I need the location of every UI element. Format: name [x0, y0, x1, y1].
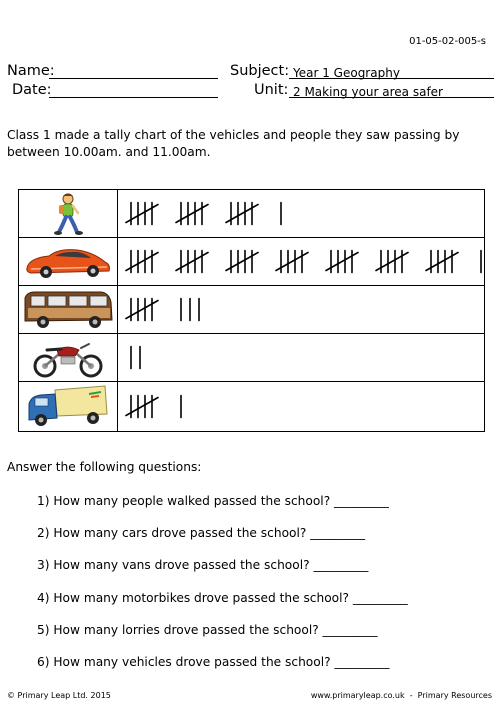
question-5: 5) How many lorries drove passed the school? _________	[37, 623, 378, 637]
unit-label: Unit:	[254, 82, 289, 98]
question-6: 6) How many vehicles drove passed the school? _________	[37, 655, 390, 669]
reference-code: 01-05-02-005-s	[409, 36, 486, 47]
subject-value: Year 1 Geography	[293, 66, 400, 80]
tally-marks-motorbikes	[119, 334, 484, 381]
subject-label: Subject:	[230, 63, 290, 79]
question-2: 2) How many cars drove passed the school? _________	[37, 526, 366, 540]
question-4: 4) How many motorbikes drove passed the school? _________	[37, 591, 408, 605]
tally-marks-cars	[119, 238, 484, 285]
tally-marks-lorries	[119, 382, 484, 431]
footer-website: www.primaryleap.co.uk - Primary Resources	[310, 691, 492, 700]
name-label: Name:	[7, 63, 55, 79]
name-field[interactable]	[49, 62, 218, 79]
lorry-icon	[19, 382, 118, 431]
walking-person-icon	[19, 190, 118, 237]
tally-row-people	[19, 190, 484, 238]
van-icon	[19, 286, 118, 333]
footer-copyright: © Primary Leap Ltd. 2015	[7, 691, 111, 700]
question-3: 3) How many vans drove passed the school? _________	[37, 558, 369, 572]
tally-marks-people	[119, 190, 484, 237]
question-1: 1) How many people walked passed the school? _________	[37, 494, 389, 508]
date-field[interactable]	[49, 81, 218, 98]
tally-chart	[18, 189, 485, 432]
tally-row-lorries	[19, 382, 484, 431]
tally-row-motorbikes	[19, 334, 484, 382]
tally-row-cars	[19, 238, 484, 286]
tally-row-vans	[19, 286, 484, 334]
car-icon	[19, 238, 118, 285]
date-label: Date:	[12, 82, 52, 98]
subject-field[interactable]	[289, 62, 494, 79]
intro-text: Class 1 made a tally chart of the vehicles and people they saw passing by between 10.00am. and 11.00am.	[7, 128, 460, 159]
unit-value: 2 Making your area safer	[293, 85, 443, 99]
motorbike-icon	[19, 334, 118, 381]
unit-field[interactable]	[289, 81, 494, 98]
tally-marks-vans	[119, 286, 484, 333]
answer-heading: Answer the following questions:	[7, 460, 202, 474]
